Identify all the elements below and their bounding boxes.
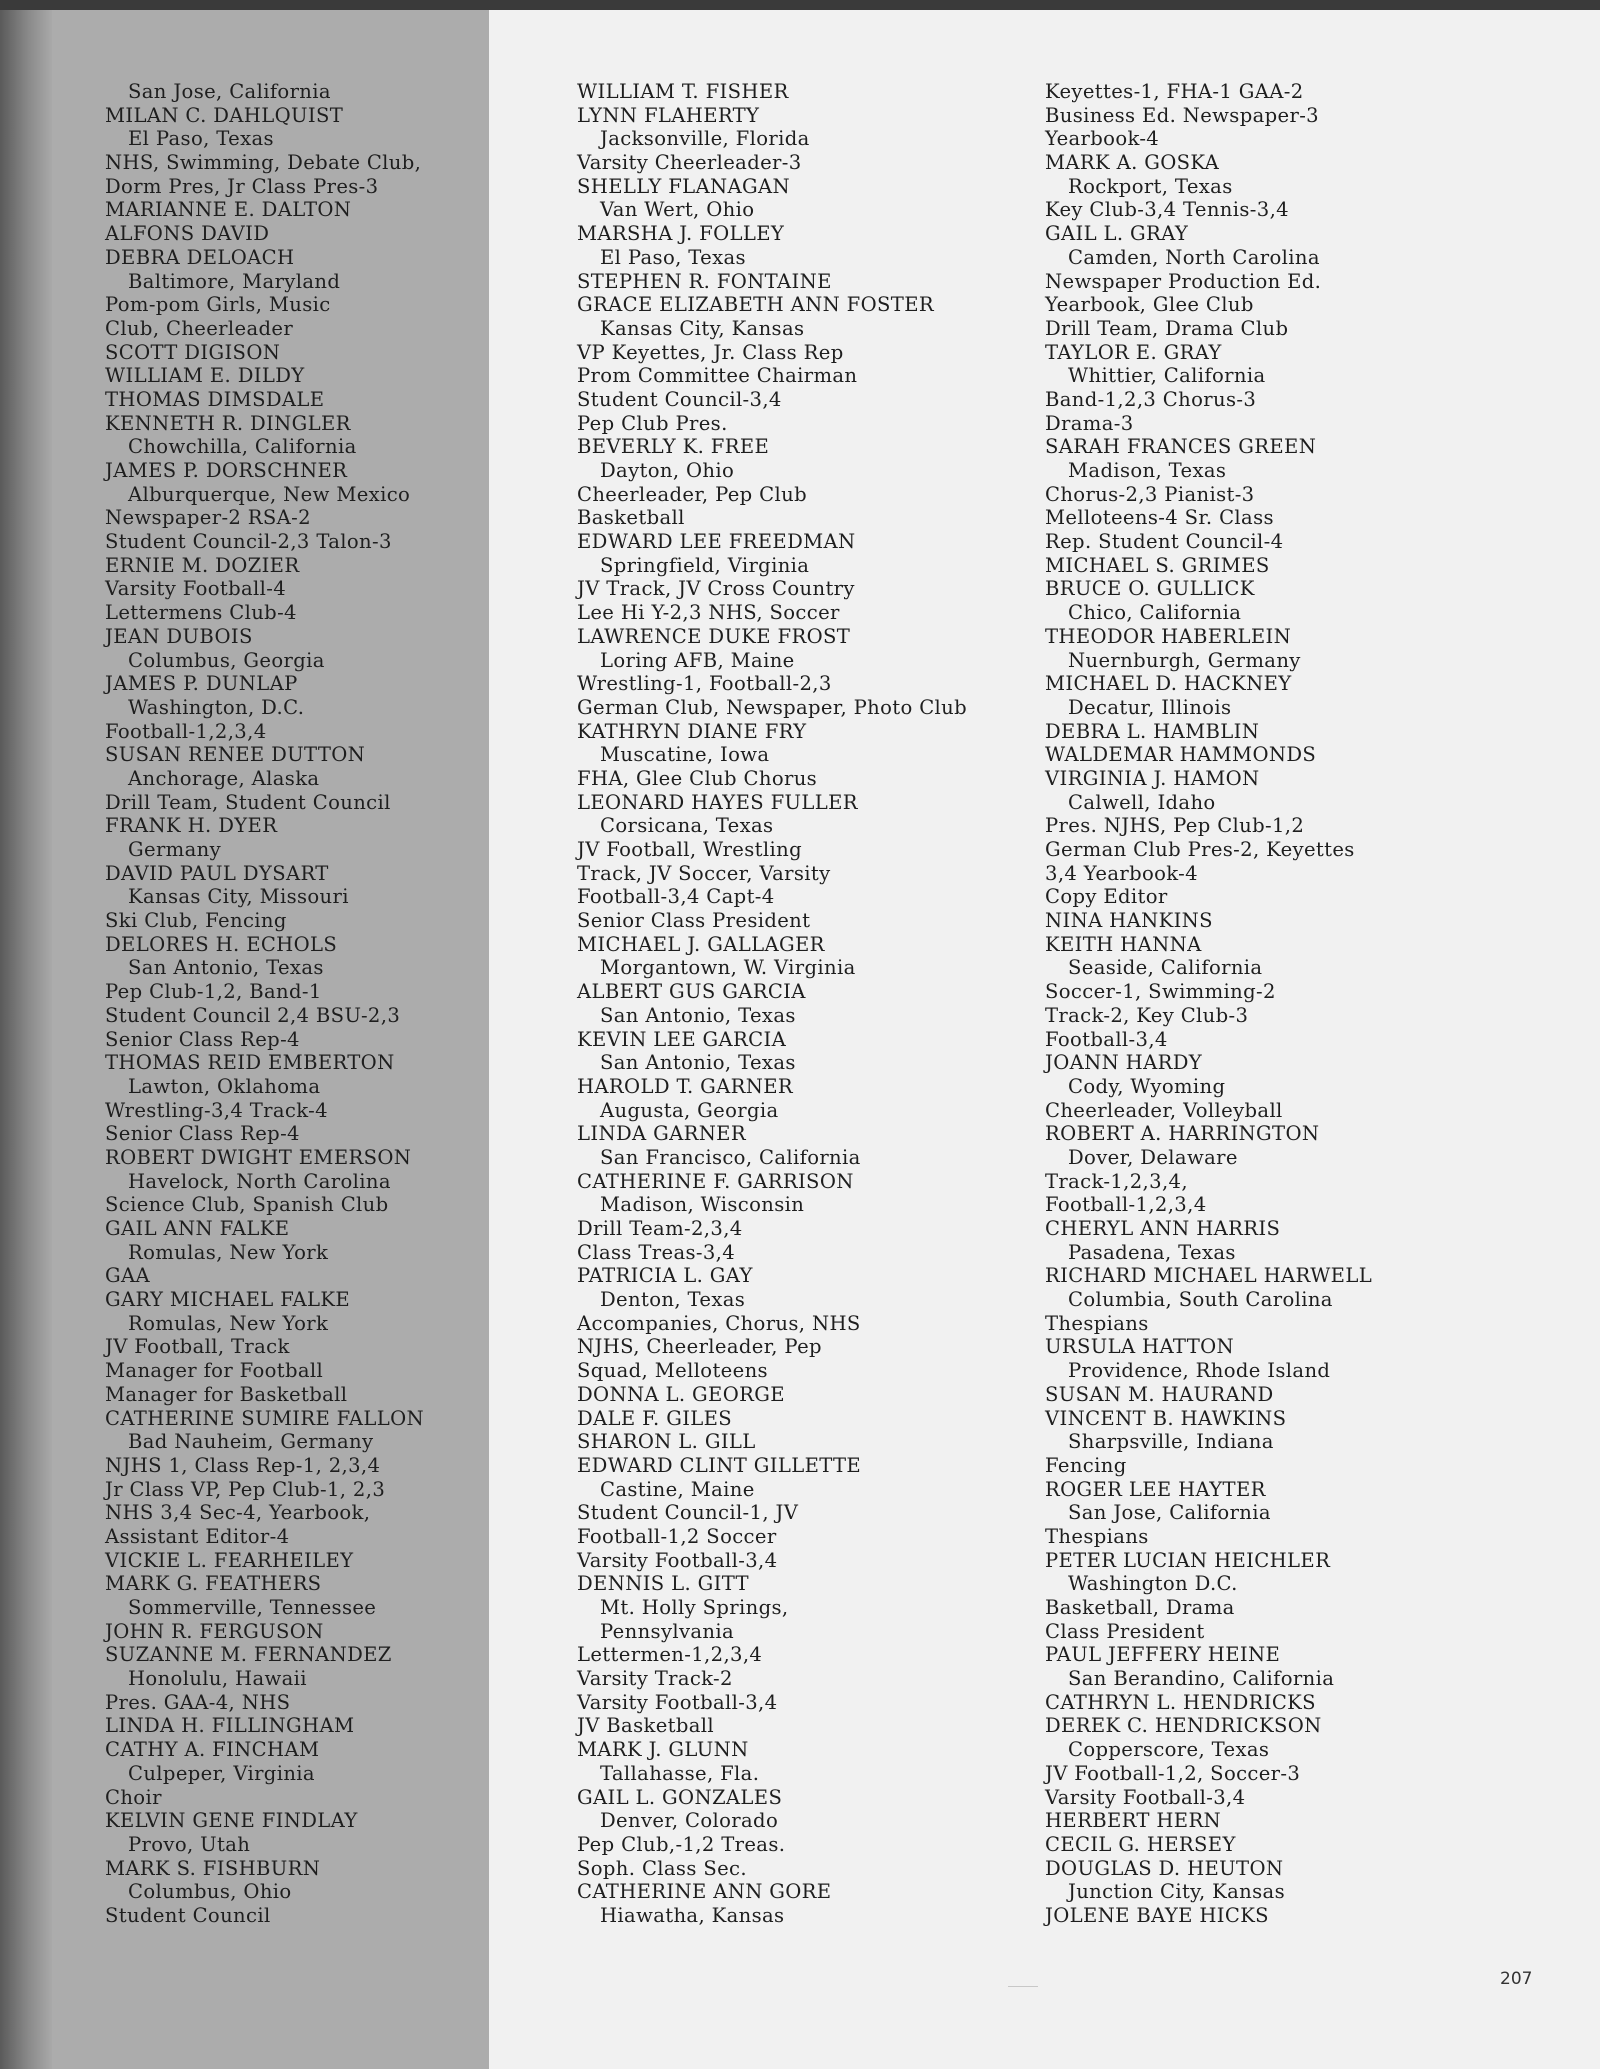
directory-line: LEONARD HAYES FULLER xyxy=(577,790,858,814)
directory-line: KENNETH R. DINGLER xyxy=(105,411,351,435)
directory-line: SHARON L. GILL xyxy=(577,1430,756,1454)
directory-detail-line: Calwell, Idaho xyxy=(1068,790,1216,814)
directory-line: Varsity Football-4 xyxy=(105,577,287,601)
directory-line: BRUCE O. GULLICK xyxy=(1045,577,1255,601)
directory-line: CATHERINE ANN GORE xyxy=(577,1880,832,1904)
directory-line: Class Treas-3,4 xyxy=(577,1240,736,1264)
directory-line: LINDA H. FILLINGHAM xyxy=(105,1714,355,1738)
directory-line: Accompanies, Chorus, NHS xyxy=(577,1311,861,1335)
directory-detail-line: Sharpsville, Indiana xyxy=(1068,1430,1274,1454)
directory-detail-line: Whittier, California xyxy=(1068,364,1266,388)
directory-line: Yearbook-4 xyxy=(1045,127,1160,151)
directory-line: GRACE ELIZABETH ANN FOSTER xyxy=(577,293,934,317)
directory-detail-line: Dayton, Ohio xyxy=(600,459,735,482)
directory-line: Business Ed. Newspaper-3 xyxy=(1045,103,1319,127)
directory-detail-line: Romulas, New York xyxy=(128,1311,329,1335)
directory-line: JV Track, JV Cross Country xyxy=(577,577,855,601)
directory-detail-line: Mt. Holly Springs, xyxy=(600,1596,789,1619)
directory-line: Newspaper-2 RSA-2 xyxy=(105,506,311,530)
directory-line: BEVERLY K. FREE xyxy=(577,435,770,459)
directory-detail-line: Muscatine, Iowa xyxy=(600,743,770,767)
directory-line: VICKIE L. FEARHEILEY xyxy=(105,1548,354,1572)
directory-line: Newspaper Production Ed. xyxy=(1045,269,1322,293)
directory-detail-line: Columbia, South Carolina xyxy=(1068,1288,1333,1312)
directory-detail-line: Van Wert, Ohio xyxy=(600,198,755,222)
directory-detail-line: Honolulu, Hawaii xyxy=(128,1667,307,1691)
directory-line: Student Council-1, JV xyxy=(577,1501,799,1525)
directory-line: Senior Class Rep-4 xyxy=(105,1122,300,1146)
directory-detail-line: Madison, Texas xyxy=(1068,459,1227,482)
directory-detail-line: Romulas, New York xyxy=(128,1240,329,1264)
directory-line: LAWRENCE DUKE FROST xyxy=(577,624,851,648)
directory-line: MARK J. GLUNN xyxy=(577,1738,749,1762)
directory-line: DEREK C. HENDRICKSON xyxy=(1045,1714,1322,1738)
directory-line: German Club Pres-2, Keyettes xyxy=(1045,838,1355,861)
directory-line: Track-2, Key Club-3 xyxy=(1045,1003,1249,1027)
directory-line: WILLIAM E. DILDY xyxy=(105,364,305,388)
directory-line: JOHN R. FERGUSON xyxy=(105,1619,324,1643)
directory-line: Choir xyxy=(105,1785,162,1809)
directory-line: FHA, Glee Club Chorus xyxy=(577,766,818,790)
directory-line: Pres. GAA-4, NHS xyxy=(105,1690,291,1714)
directory-detail-line: Chowchilla, California xyxy=(128,435,357,459)
directory-line: Cheerleader, Pep Club xyxy=(577,482,807,506)
directory-detail-line: Augusta, Georgia xyxy=(600,1098,779,1122)
directory-line: CHERYL ANN HARRIS xyxy=(1045,1217,1281,1240)
directory-line: CATHERINE F. GARRISON xyxy=(577,1169,854,1193)
directory-line: Football-3,4 xyxy=(1045,1027,1168,1051)
directory-line: ROBERT DWIGHT EMERSON xyxy=(105,1145,412,1169)
directory-line: MICHAEL D. HACKNEY xyxy=(1045,672,1292,696)
directory-line: CATHERINE SUMIRE FALLON xyxy=(105,1406,425,1430)
directory-line: MARSHA J. FOLLEY xyxy=(577,222,785,246)
directory-detail-line: Morgantown, W. Virginia xyxy=(600,956,856,980)
directory-line: ERNIE M. DOZIER xyxy=(105,553,300,577)
directory-line: EDWARD LEE FREEDMAN xyxy=(577,530,856,554)
directory-line: SHELLY FLANAGAN xyxy=(577,174,790,198)
directory-detail-line: Jacksonville, Florida xyxy=(600,127,810,151)
directory-line: EDWARD CLINT GILLETTE xyxy=(577,1453,862,1477)
directory-line: Cheerleader, Volleyball xyxy=(1045,1098,1283,1122)
directory-line: Pep Club,-1,2 Treas. xyxy=(577,1832,786,1856)
directory-line: Drill Team, Student Council xyxy=(105,790,391,814)
directory-line: CATHRYN L. HENDRICKS xyxy=(1045,1690,1316,1714)
directory-line: JOLENE BAYE HICKS xyxy=(1045,1903,1269,1927)
directory-detail-line: Dover, Delaware xyxy=(1068,1145,1238,1169)
directory-line: Varsity Cheerleader-3 xyxy=(577,151,802,175)
directory-line: VINCENT B. HAWKINS xyxy=(1045,1406,1287,1430)
directory-line: Pom-pom Girls, Music xyxy=(105,293,331,317)
directory-line: GARY MICHAEL FALKE xyxy=(105,1288,350,1312)
directory-line: Band-1,2,3 Chorus-3 xyxy=(1045,387,1257,411)
footer-rule xyxy=(1008,1986,1038,1987)
directory-detail-line: Sommerville, Tennessee xyxy=(128,1596,377,1619)
directory-detail-line: Baltimore, Maryland xyxy=(128,269,341,293)
directory-line: JEAN DUBOIS xyxy=(105,624,253,648)
directory-detail-line: Nuernburgh, Germany xyxy=(1068,648,1301,672)
directory-detail-line: Chico, California xyxy=(1068,601,1242,625)
directory-line: Pres. NJHS, Pep Club-1,2 xyxy=(1045,814,1305,838)
directory-line: SUZANNE M. FERNANDEZ xyxy=(105,1643,392,1667)
directory-detail-line: Seaside, California xyxy=(1068,956,1263,980)
directory-line: KEVIN LEE GARCIA xyxy=(577,1027,787,1051)
directory-detail-line: Denton, Texas xyxy=(600,1288,746,1312)
directory-line: CECIL G. HERSEY xyxy=(1045,1832,1236,1856)
directory-detail-line: Camden, North Carolina xyxy=(1068,245,1320,269)
directory-detail-line: Washington, D.C. xyxy=(128,695,305,719)
directory-line: Dorm Pres, Jr Class Pres-3 xyxy=(105,174,379,198)
directory-line: MARK G. FEATHERS xyxy=(105,1572,322,1596)
directory-line: Drama-3 xyxy=(1045,411,1134,435)
directory-line: SCOTT DIGISON xyxy=(105,340,281,364)
directory-detail-line: Junction City, Kansas xyxy=(1068,1880,1285,1904)
directory-line: MARK S. FISHBURN xyxy=(105,1856,321,1880)
directory-line: Science Club, Spanish Club xyxy=(105,1193,389,1217)
directory-detail-line: San Antonio, Texas xyxy=(600,1051,796,1075)
directory-line: Basketball, Drama xyxy=(1045,1596,1235,1619)
directory-line: Rep. Student Council-4 xyxy=(1045,530,1284,554)
directory-line: WILLIAM T. FISHER xyxy=(577,80,789,103)
directory-detail-line: Columbus, Georgia xyxy=(128,648,325,672)
directory-line: MICHAEL J. GALLAGER xyxy=(577,932,825,956)
directory-line: Key Club-3,4 Tennis-3,4 xyxy=(1045,198,1289,222)
directory-line: NHS 3,4 Sec-4, Yearbook, xyxy=(105,1501,371,1525)
directory-detail-line: Tallahasse, Fla. xyxy=(600,1761,760,1785)
directory-line: Drill Team-2,3,4 xyxy=(577,1217,743,1240)
directory-line: PATRICIA L. GAY xyxy=(577,1264,753,1288)
directory-detail-line: Corsicana, Texas xyxy=(600,814,774,838)
directory-line: DONNA L. GEORGE xyxy=(577,1382,785,1406)
directory-detail-line: Germany xyxy=(128,838,222,861)
directory-detail-line: Cody, Wyoming xyxy=(1068,1074,1226,1098)
directory-line: Lee Hi Y-2,3 NHS, Soccer xyxy=(577,601,840,625)
directory-detail-line: Providence, Rhode Island xyxy=(1068,1359,1331,1383)
directory-line: JV Football, Wrestling xyxy=(577,838,802,861)
directory-line: Football-3,4 Capt-4 xyxy=(577,885,775,909)
directory-line: URSULA HATTON xyxy=(1045,1335,1235,1359)
directory-line: Track, JV Soccer, Varsity xyxy=(577,861,831,885)
directory-detail-line: San Antonio, Texas xyxy=(600,1003,796,1027)
directory-detail-line: Washington D.C. xyxy=(1068,1572,1238,1596)
directory-column-3 xyxy=(1045,80,1372,1928)
directory-line: ALBERT GUS GARCIA xyxy=(577,980,806,1004)
directory-line: CATHY A. FINCHAM xyxy=(105,1738,320,1762)
directory-detail-line: Culpeper, Virginia xyxy=(128,1761,315,1785)
directory-line: DAVID PAUL DYSART xyxy=(105,861,329,885)
directory-line: HERBERT HERN xyxy=(1045,1809,1222,1833)
directory-line: GAIL L. GRAY xyxy=(1045,222,1189,246)
directory-line: Senior Class Rep-4 xyxy=(105,1027,300,1051)
directory-line: DELORES H. ECHOLS xyxy=(105,932,338,956)
directory-line: Football-1,2,3,4 xyxy=(1045,1193,1207,1217)
directory-line: PETER LUCIAN HEICHLER xyxy=(1045,1548,1331,1572)
directory-line: Pep Club Pres. xyxy=(577,411,728,435)
directory-line: Yearbook, Glee Club xyxy=(1045,293,1254,317)
directory-line: SARAH FRANCES GREEN xyxy=(1045,435,1317,459)
directory-line: MICHAEL S. GRIMES xyxy=(1045,553,1270,577)
directory-line: TAYLOR E. GRAY xyxy=(1045,340,1222,364)
directory-line: Club, Cheerleader xyxy=(105,316,294,340)
directory-detail-line: Havelock, North Carolina xyxy=(128,1169,391,1193)
directory-line: Varsity Football-3,4 xyxy=(577,1548,778,1572)
directory-detail-line: Columbus, Ohio xyxy=(128,1880,292,1904)
directory-line: DEBRA L. HAMBLIN xyxy=(1045,719,1260,743)
directory-detail-line: El Paso, Texas xyxy=(600,245,746,269)
directory-detail-line: Kansas City, Kansas xyxy=(600,316,805,340)
directory-line: ROBERT A. HARRINGTON xyxy=(1045,1122,1320,1146)
directory-line: Ski Club, Fencing xyxy=(105,909,287,933)
directory-line: GAIL L. GONZALES xyxy=(577,1785,783,1809)
directory-detail-line: Denver, Colorado xyxy=(600,1809,779,1833)
directory-line: Manager for Basketball xyxy=(105,1382,348,1406)
directory-line: MILAN C. DAHLQUIST xyxy=(105,103,344,127)
directory-detail-line: Castine, Maine xyxy=(600,1477,755,1501)
directory-detail-line: Decatur, Illinois xyxy=(1068,695,1232,719)
directory-line: Varsity Track-2 xyxy=(577,1667,733,1691)
directory-detail-line: Kansas City, Missouri xyxy=(128,885,349,909)
directory-line: VIRGINIA J. HAMON xyxy=(1045,766,1260,790)
directory-detail-line: Copperscore, Texas xyxy=(1068,1738,1270,1762)
directory-line: LINDA GARNER xyxy=(577,1122,746,1146)
directory-line: NJHS 1, Class Rep-1, 2,3,4 xyxy=(105,1453,381,1477)
directory-line: Thespians xyxy=(1045,1524,1149,1548)
directory-detail-line: San Jose, California xyxy=(128,80,331,103)
directory-line: THOMAS DIMSDALE xyxy=(105,387,325,411)
directory-detail-line: Madison, Wisconsin xyxy=(600,1193,805,1217)
directory-line: Fencing xyxy=(1045,1453,1127,1477)
directory-detail-line: Loring AFB, Maine xyxy=(600,648,795,672)
directory-detail-line: Rockport, Texas xyxy=(1068,174,1233,198)
directory-line: Melloteens-4 Sr. Class xyxy=(1045,506,1274,530)
directory-line: MARK A. GOSKA xyxy=(1045,151,1220,175)
directory-detail-line: Anchorage, Alaska xyxy=(128,766,320,790)
directory-line: FRANK H. DYER xyxy=(105,814,278,838)
directory-line: Drill Team, Drama Club xyxy=(1045,316,1289,340)
directory-line: Student Council xyxy=(105,1903,271,1927)
page-top-edge xyxy=(0,0,1600,10)
directory-line: Varsity Football-3,4 xyxy=(1045,1785,1246,1809)
directory-line: Lettermens Club-4 xyxy=(105,601,297,625)
directory-line: JAMES P. DUNLAP xyxy=(105,672,298,696)
directory-detail-line: El Paso, Texas xyxy=(128,127,274,151)
directory-line: NJHS, Cheerleader, Pep xyxy=(577,1335,822,1359)
directory-line: VP Keyettes, Jr. Class Rep xyxy=(577,340,844,364)
directory-line: DOUGLAS D. HEUTON xyxy=(1045,1856,1284,1880)
directory-line: KATHRYN DIANE FRY xyxy=(577,719,807,743)
directory-line: DEBRA DELOACH xyxy=(105,245,295,269)
directory-detail-line: Pennsylvania xyxy=(600,1619,735,1643)
directory-line: STEPHEN R. FONTAINE xyxy=(577,269,832,293)
directory-line: DENNIS L. GITT xyxy=(577,1572,749,1596)
directory-detail-line: San Jose, California xyxy=(1068,1501,1271,1525)
directory-line: THOMAS REID EMBERTON xyxy=(105,1051,395,1075)
directory-detail-line: Bad Nauheim, Germany xyxy=(128,1430,374,1454)
directory-line: Class President xyxy=(1045,1619,1205,1643)
directory-detail-line: San Antonio, Texas xyxy=(128,956,324,980)
directory-line: NINA HANKINS xyxy=(1045,909,1213,933)
directory-line: JOANN HARDY xyxy=(1045,1051,1203,1075)
directory-line: Track-1,2,3,4, xyxy=(1045,1169,1188,1193)
directory-line: ROGER LEE HAYTER xyxy=(1045,1477,1266,1501)
directory-line: Assistant Editor-4 xyxy=(105,1524,290,1548)
directory-line: JV Basketball xyxy=(577,1714,715,1738)
directory-line: KELVIN GENE FINDLAY xyxy=(105,1809,358,1833)
directory-line: Soccer-1, Swimming-2 xyxy=(1045,980,1276,1004)
directory-line: Football-1,2 Soccer xyxy=(577,1524,777,1548)
directory-line: JAMES P. DORSCHNER xyxy=(105,459,348,482)
binding-shadow xyxy=(0,10,52,2069)
directory-line: 3,4 Yearbook-4 xyxy=(1045,861,1198,885)
directory-line: Varsity Football-3,4 xyxy=(577,1690,778,1714)
directory-line: HAROLD T. GARNER xyxy=(577,1074,794,1098)
directory-line: Student Council 2,4 BSU-2,3 xyxy=(105,1003,401,1027)
directory-line: Basketball xyxy=(577,506,685,530)
directory-line: Jr Class VP, Pep Club-1, 2,3 xyxy=(105,1477,386,1501)
directory-line: Manager for Football xyxy=(105,1359,324,1383)
directory-line: JV Football, Track xyxy=(105,1335,290,1359)
directory-line: Lettermen-1,2,3,4 xyxy=(577,1643,763,1667)
directory-detail-line: Lawton, Oklahoma xyxy=(128,1074,321,1098)
directory-column-1 xyxy=(105,80,424,1928)
directory-line: Keyettes-1, FHA-1 GAA-2 xyxy=(1045,80,1304,103)
directory-line: Chorus-2,3 Pianist-3 xyxy=(1045,482,1255,506)
directory-line: KEITH HANNA xyxy=(1045,932,1202,956)
directory-line: ALFONS DAVID xyxy=(105,222,270,246)
directory-line: SUSAN M. HAURAND xyxy=(1045,1382,1274,1406)
directory-line: SUSAN RENEE DUTTON xyxy=(105,743,366,767)
directory-line: THEODOR HABERLEIN xyxy=(1045,624,1292,648)
directory-line: Pep Club-1,2, Band-1 xyxy=(105,980,322,1004)
directory-line: Prom Committee Chairman xyxy=(577,364,858,388)
page-number: 207 xyxy=(1500,1969,1533,1989)
directory-line: GAIL ANN FALKE xyxy=(105,1217,290,1240)
directory-line: MARIANNE E. DALTON xyxy=(105,198,352,222)
directory-line: LYNN FLAHERTY xyxy=(577,103,760,127)
directory-line: Student Council-3,4 xyxy=(577,387,782,411)
directory-detail-line: San Berandino, California xyxy=(1068,1667,1335,1691)
directory-detail-line: Hiawatha, Kansas xyxy=(600,1903,785,1927)
directory-detail-line: Alburquerque, New Mexico xyxy=(128,482,411,506)
directory-line: Football-1,2,3,4 xyxy=(105,719,267,743)
directory-column-2 xyxy=(577,80,967,1928)
directory-line: RICHARD MICHAEL HARWELL xyxy=(1045,1264,1373,1288)
directory-line: Senior Class President xyxy=(577,909,811,933)
directory-line: Copy Editor xyxy=(1045,885,1168,909)
directory-detail-line: San Francisco, California xyxy=(600,1145,861,1169)
directory-line: JV Football-1,2, Soccer-3 xyxy=(1045,1761,1301,1785)
directory-line: DALE F. GILES xyxy=(577,1406,733,1430)
directory-line: Wrestling-3,4 Track-4 xyxy=(105,1098,328,1122)
directory-line: Soph. Class Sec. xyxy=(577,1856,747,1880)
directory-line: NHS, Swimming, Debate Club, xyxy=(105,151,422,175)
directory-line: Thespians xyxy=(1045,1311,1149,1335)
directory-line: WALDEMAR HAMMONDS xyxy=(1045,743,1317,767)
directory-detail-line: Springfield, Virginia xyxy=(600,553,810,577)
directory-line: Squad, Melloteens xyxy=(577,1359,768,1383)
directory-line: Student Council-2,3 Talon-3 xyxy=(105,530,392,554)
directory-line: German Club, Newspaper, Photo Club xyxy=(577,695,968,719)
directory-line: GAA xyxy=(105,1264,151,1288)
directory-detail-line: Pasadena, Texas xyxy=(1068,1240,1236,1264)
directory-line: PAUL JEFFERY HEINE xyxy=(1045,1643,1281,1667)
directory-line: Wrestling-1, Football-2,3 xyxy=(577,672,832,696)
directory-detail-line: Provo, Utah xyxy=(128,1832,251,1856)
